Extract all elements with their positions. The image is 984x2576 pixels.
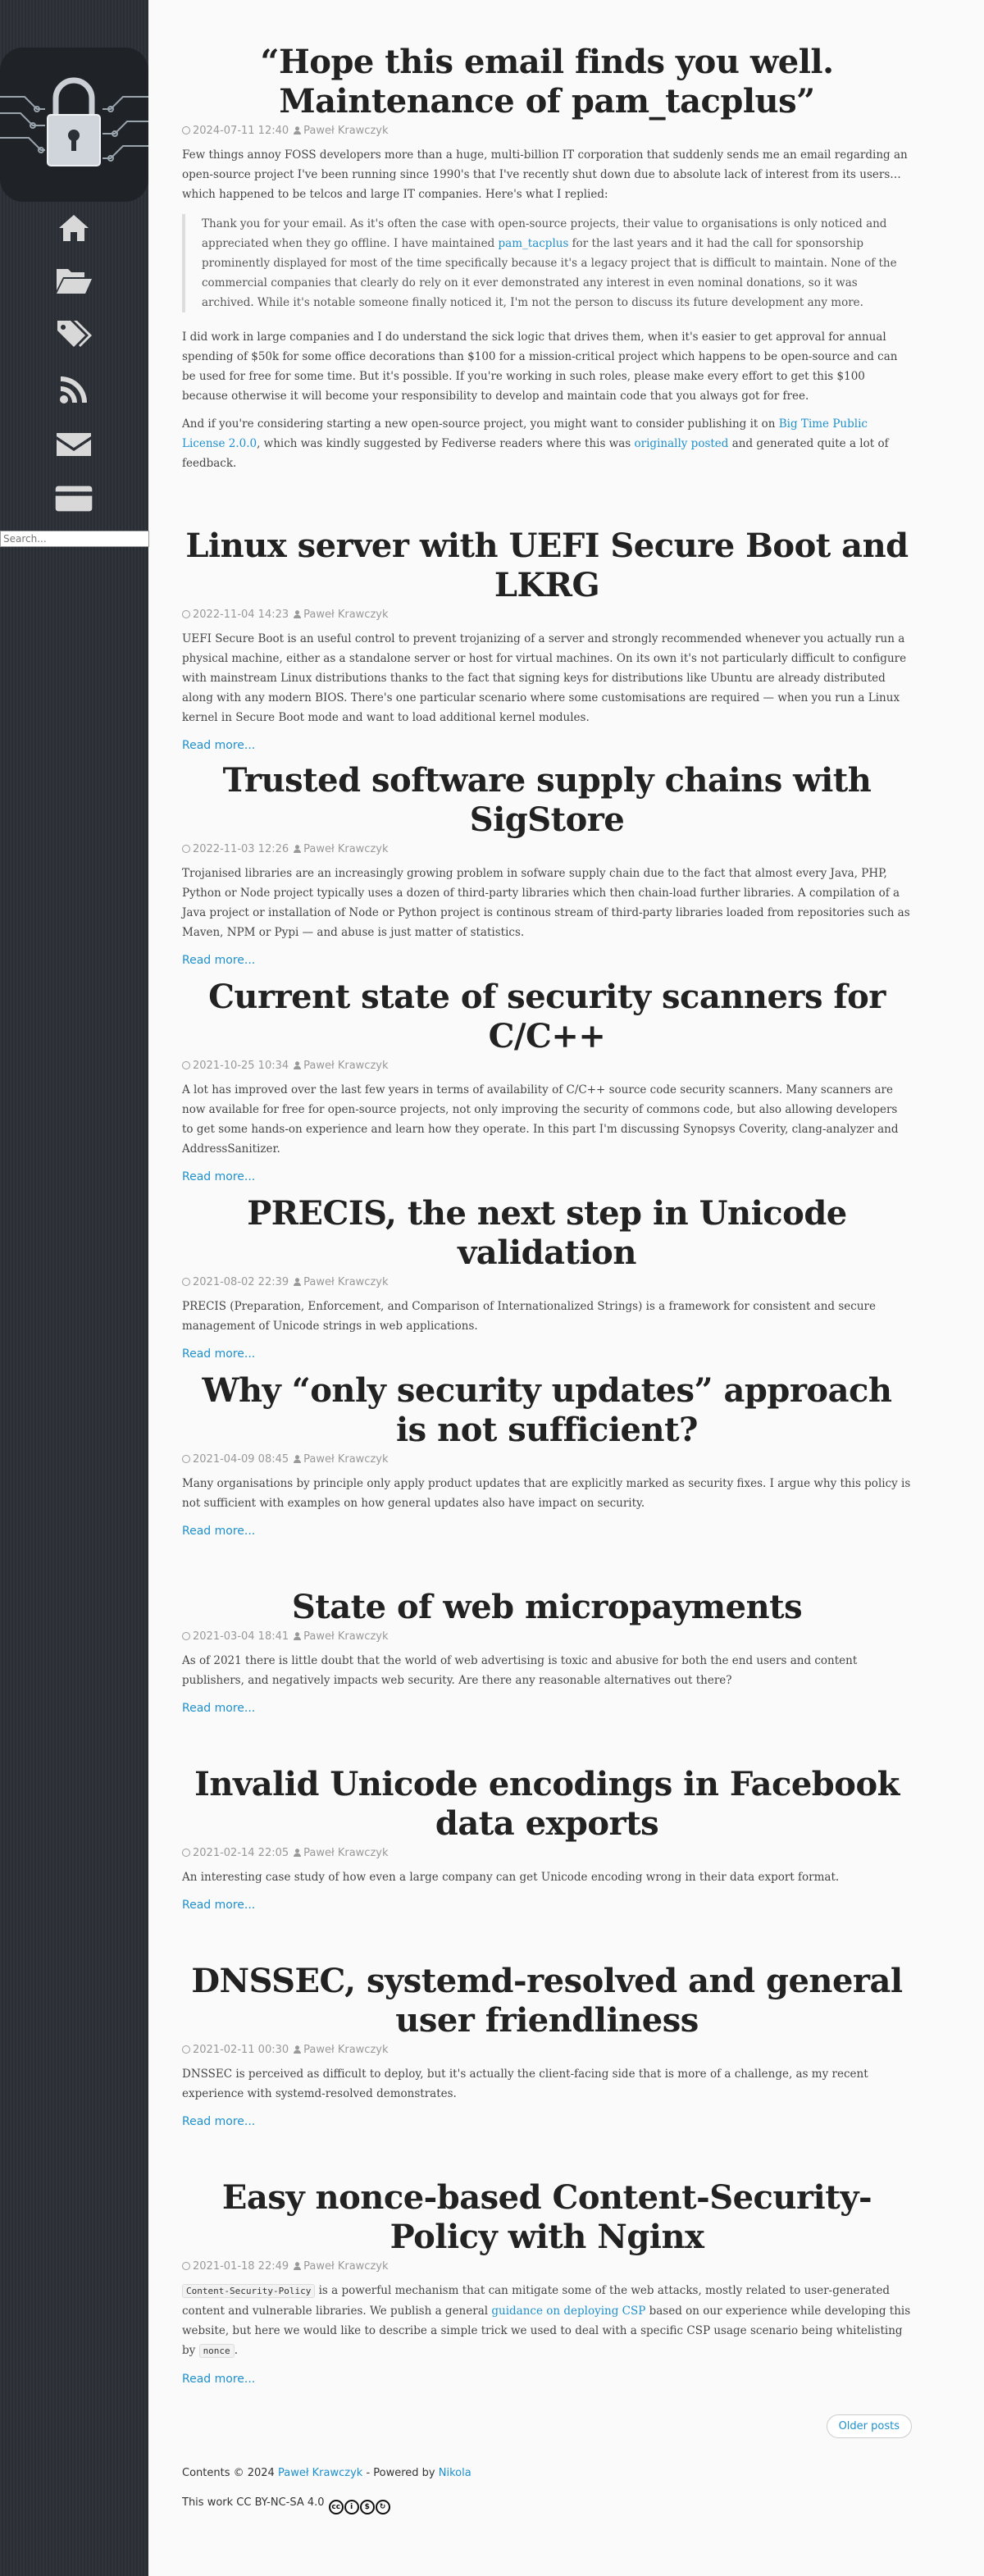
post-body [182,864,912,942]
post-author: Paweł Krawczyk [303,609,389,621]
rss-icon[interactable] [54,373,93,406]
post-author: Paweł Krawczyk [303,1630,389,1643]
post [182,527,912,752]
user-icon [294,126,301,134]
read-more-link[interactable]: Read more... [182,2373,256,2386]
post-body [182,1474,912,1513]
post-author: Paweł Krawczyk [303,1276,389,1288]
post-title[interactable]: Linux server with UEFI Secure Boot and LKRG [185,527,909,604]
author-link[interactable]: Paweł Krawczyk [277,2467,363,2479]
text: - Powered by [362,2467,439,2479]
credit-card-icon[interactable] [54,482,93,515]
read-more-link[interactable]: Read more... [182,1347,256,1361]
user-icon [294,1278,301,1286]
user-icon [294,1061,301,1069]
post [182,43,912,481]
post-paragraph [182,414,912,473]
clock-icon [182,610,190,618]
post-summary: DNSSEC is perceived as difficult to deploy, but it's actually the client-facing side that is more of a challenge, as my recent experience with systemd-resolved demonstrates. [182,2068,868,2100]
post-date[interactable]: 2021-03-04 18:41 [193,1630,289,1643]
post [182,1765,912,1912]
inline-code: Content-Security-Policy [182,2284,315,2298]
post-title[interactable]: PRECIS, the next step in Unicode validation [247,1194,847,1272]
post-paragraph: Few things annoy FOSS developers more than a huge, multi-billion IT corporation that suddenly sends me an email regarding an open-source project I've been running since 1990's that I've recently shut down due to absolute lack of interest from its users… which happened to be telcos and large IT companies. Here's what I replied: [182,148,908,201]
text: , which was kindly suggested by Fediverse readers where this was [257,437,635,450]
home-icon[interactable] [54,212,93,244]
clock-icon [182,2262,190,2270]
post-body [182,1867,912,1887]
post-summary [182,2281,912,2361]
post-title[interactable]: DNSSEC, systemd-resolved and general user friendliness [191,1962,903,2040]
post-author: Paweł Krawczyk [303,1847,389,1859]
sa-icon[interactable]: ↻ [376,2500,390,2514]
pam-tacplus-link[interactable]: pam_tacplus [498,237,569,250]
clock-icon [182,1632,190,1640]
post [182,1371,912,1538]
sidebar [0,0,148,2576]
text: Contents © 2024 [182,2467,278,2479]
quote [182,214,912,312]
post-meta [182,609,912,621]
post-date[interactable]: 2021-01-18 22:49 [193,2260,289,2273]
post-title[interactable]: Easy nonce-based Content-Security-Policy with Nginx [221,2178,872,2256]
post-meta [182,2260,912,2273]
post-body [182,2064,912,2104]
post-body [182,2281,912,2361]
read-more-link[interactable]: Read more... [182,1170,256,1183]
post-date[interactable]: 2022-11-04 14:23 [193,609,289,621]
post-author: Paweł Krawczyk [303,2044,389,2056]
read-more-link[interactable]: Read more... [182,739,256,752]
originally-posted-link[interactable]: originally posted [634,437,729,450]
post-body [182,629,912,727]
post [182,2178,912,2386]
nc-icon[interactable]: $ [360,2500,375,2514]
post-summary: An interesting case study of how even a large company can get Unicode encoding wrong in their data export format. [182,1871,840,1884]
post [182,1588,912,1715]
post-meta [182,125,912,137]
post-meta [182,1276,912,1288]
post-paragraph: I did work in large companies and I do understand the sick logic that drives them, when it's easier to get approval for annual spending of $50k for some office decorations than $100 for a mission-critical project which happens to be open-source and can be used for free for some time. But it's possible. If you're working in such roles, please make every effort to get this $100 because otherwise it will become your responsibility to develop and maintain code that you always got for free. [182,331,898,403]
post-author: Paweł Krawczyk [303,2260,389,2273]
text: . [234,2344,238,2357]
text: is a powerful mechanism that can mitigate some of the web attacks, mostly related to user-generated content and vulnerable libraries. We publish a general [182,2284,891,2318]
license-text-link[interactable]: This work CC BY-NC-SA 4.0 [182,2496,325,2509]
clock-icon [182,1455,190,1463]
user-icon [294,2262,301,2270]
read-more-link[interactable]: Read more... [182,1899,256,1912]
user-icon [294,1455,301,1463]
padlock-circuit-logo[interactable] [0,48,148,202]
user-icon [294,1849,301,1857]
post-author: Paweł Krawczyk [303,1060,389,1072]
post-author: Paweł Krawczyk [303,125,389,137]
post-author: Paweł Krawczyk [303,843,389,855]
tags-icon[interactable] [54,318,93,351]
post-date[interactable]: 2021-08-02 22:39 [193,1276,289,1288]
post-date[interactable]: 2022-11-03 12:26 [193,843,289,855]
search-input[interactable] [0,531,149,547]
post-meta [182,1453,912,1466]
archive-folder-icon[interactable] [54,264,93,297]
user-icon [294,2045,301,2054]
post-summary: UEFI Secure Boot is an useful control to prevent trojanizing of a server and strongly recommended whenever you actually run a physical machine, either as a standalone server or host for virtual machines. On its own it's not particularly difficult to configure with mainstream Linux distributions thanks to the fact that signing keys for distributions like Ubuntu are already distributed along with any modern BIOS. There's one particular scenario where some customisations are required — when you run a Linux kernel in Secure Boot mode and want to load additional kernel modules. [182,632,907,724]
post-date[interactable]: 2021-04-09 08:45 [193,1453,289,1466]
post-body [182,145,912,473]
post-summary: PRECIS (Preparation, Enforcement, and Comparison of Internationalized Strings) is a framework for consistent and secure management of Unicode strings in web applications. [182,1300,876,1333]
post-title[interactable]: State of web micropayments [291,1588,803,1626]
read-more-link[interactable]: Read more... [182,1702,256,1715]
by-icon[interactable]: i [344,2500,359,2514]
post-summary: Trojanised libraries are an increasingly growing problem in sofware supply chain due to the fact that almost every Java, PHP, Python or Node project typically uses a dozen of third-party libraries which then chain-load further libraries. A compilation of a Java project or installation of Node or Python project is continous stream of third-party libraries loaded from repositories such as Maven, NPM or Pypi — and abuse is just matter of statistics. [182,867,910,939]
nikola-link[interactable]: Nikola [438,2467,472,2479]
clock-icon [182,1278,190,1286]
envelope-icon[interactable] [54,428,93,461]
post-body [182,1651,912,1690]
quote-text: Thank you for your email. As it's often the case with open-source projects, their value to organisations is only noticed and appreciated when they go offline. I have maintained [202,217,887,250]
clock-icon [182,1849,190,1857]
post-meta [182,1630,912,1643]
post-title[interactable]: Trusted software supply chains with SigStore [222,761,872,839]
post-body [182,1297,912,1336]
post-date[interactable]: 2021-10-25 10:34 [193,1060,289,1072]
text: based on our experience while developing this website, but here we would like to describe a simple trick we used to deal with a specific CSP usage scenario being whitelisting by [182,2305,911,2357]
post-meta [182,2044,912,2056]
read-more-link[interactable]: Read more... [182,1525,256,1538]
text: And if you're considering starting a new open-source project, you might want to consider publishing it on [182,417,779,431]
user-icon [294,1632,301,1640]
clock-icon [182,2045,190,2054]
post [182,978,912,1183]
user-icon [294,845,301,853]
post-summary: Many organisations by principle only apply product updates that are explicitly marked as security fixes. I argue why this policy is not sufficient with examples on how general updates also have impact on security. [182,1477,911,1510]
post-meta [182,1060,912,1072]
post-date[interactable]: 2024-07-11 12:40 [193,125,289,137]
post-title[interactable]: Why “only security updates” approach is not sufficient? [202,1371,892,1449]
text: and generated quite a lot of feedback. [182,437,889,470]
post [182,1962,912,2128]
post-summary: A lot has improved over the last few years in terms of availability of C/C++ source code security scanners. Many scanners are now available for free for open-source projects, not only improving the security of commons code, but also allowing developers to get some hands-on experience and learn how they operate. In this part I'm discussing Synopsys Coverity, clang-analyzer and AddressSanitizer. [182,1083,899,1156]
footer-license [182,2496,390,2514]
read-more-link[interactable]: Read more... [182,954,256,967]
inline-code: nonce [199,2344,235,2358]
post [182,1194,912,1361]
post-body [182,1080,912,1159]
csp-guidance-link[interactable]: guidance on deploying CSP [491,2305,646,2318]
footer-copyright [182,2467,472,2479]
post-title[interactable]: “Hope this email finds you well. Maintenance of pam_tacplus” [260,43,834,121]
post-author: Paweł Krawczyk [303,1453,389,1466]
post-title[interactable]: Current state of security scanners for C/C++ [208,978,886,1055]
post-date[interactable]: 2021-02-11 00:30 [193,2044,289,2056]
cc-icon[interactable]: cc [329,2500,344,2514]
clock-icon [182,1061,190,1069]
post-meta [182,1847,912,1859]
post-date[interactable]: 2021-02-14 22:05 [193,1847,289,1859]
quote-text: for the last years and it had the call for sponsorship prominently displayed for most of the time specifically because it's a legacy project that is difficult to maintain. None of the commercial companies that clearly do rely on it ever demonstrated any interest in even nominal donations, so it was archived. While it's notable someone finally noticed it, I'm not the person to discuss its future development any more. [202,237,897,309]
user-icon [294,610,301,618]
post [182,761,912,967]
clock-icon [182,126,190,134]
post-title[interactable]: Invalid Unicode encodings in Facebook data exports [194,1765,900,1843]
read-more-link[interactable]: Read more... [182,2115,256,2128]
post-summary: As of 2021 there is little doubt that the world of web advertising is toxic and abusive for both the end users and content publishers, and negatively impacts web security. Are there any reasonable alternatives out there? [182,1654,858,1687]
post-meta [182,843,912,855]
older-posts-button[interactable]: Older posts [827,2414,912,2438]
clock-icon [182,845,190,853]
license-link[interactable]: Big Time Public License 2.0.0 [182,417,868,450]
